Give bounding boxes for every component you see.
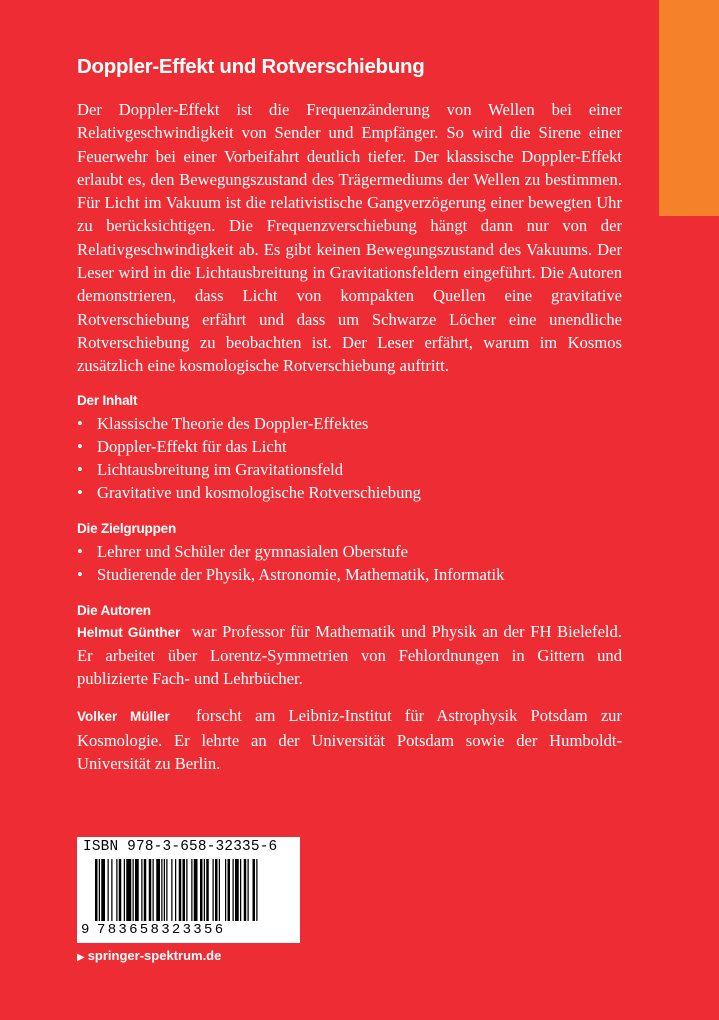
book-description: Der Doppler-Effekt ist die Frequenzänderung von Wellen bei einer Relativgeschwindigkeit von Sender und Empfänger. So wird die Sirene einer Feuerwehr bei einer Vorbeifahrt deutlich tiefer. Der klassische Doppler-Effekt erlaubt es, den Bewegungszustand des Trägermediums der Wellen zu bestimmen. Für Licht im Vakuum ist die relativistische Gangverzögerung einer bewegten Uhr zu berücksichtigen. Die Frequenzverschiebung hängt dann nur von der Relativgeschwindigkeit ab. Es gibt keinen Bewegungszustand des Vakuums. Der Leser wird in die Lichtausbreitung in Gravitationsfeldern eingeführt. Die Autoren demonstrieren, dass Licht von kompakten Quellen eine gravitative Rotverschiebung erfährt und dass um Schwarze Löcher eine unendliche Rotverschiebung zu beobachten ist. Der Leser erfährt, warum im Kosmos zusätzlich eine kosmologische Rotverschiebung auftritt.: [77, 100, 622, 376]
barcode-bar: [248, 859, 249, 921]
barcode-bars: [81, 859, 296, 923]
triangle-right-icon: ▶: [77, 952, 85, 963]
barcode-bar: [164, 859, 165, 921]
barcode-bar: [116, 859, 117, 921]
barcode-bar: [149, 859, 152, 921]
list-item: • Studierende der Physik, Astronomie, Mathematik, Informatik: [77, 564, 505, 584]
author-bio: forscht am Leibniz-Institut für Astrophysik Potsdam zur Kosmologie. Er lehrte an der Universität Potsdam sowie der Humboldt-Universität zu Berlin.: [77, 706, 623, 774]
barcode-bar: [219, 859, 220, 921]
barcode-bar: [215, 859, 218, 921]
barcode-bar: [233, 859, 234, 921]
ean-first-digit: 9: [81, 922, 90, 938]
barcode-bar: [135, 859, 139, 921]
barcode-bar: [213, 859, 214, 921]
barcode-bar: [204, 859, 205, 921]
barcode-bar: [206, 859, 209, 921]
section-heading-autoren: Die Autoren: [77, 602, 151, 618]
bullet-icon: •: [77, 459, 83, 479]
ean-digits: 783658323356: [97, 922, 226, 938]
book-title: Doppler-Effekt und Rotverschiebung: [77, 55, 425, 78]
barcode-bar: [200, 859, 203, 921]
author-entry: [77, 620, 622, 691]
back-cover-content: [77, 55, 622, 775]
barcode-bar: [166, 859, 167, 921]
bullet-icon: •: [77, 541, 83, 561]
barcode-bar: [179, 859, 182, 921]
website-link[interactable]: ▶ springer-spektrum.de: [77, 948, 222, 963]
bullet-icon: •: [77, 564, 83, 584]
isbn-number: ISBN 978-3-658-32335-6: [83, 839, 278, 855]
barcode-bar: [124, 859, 125, 921]
bullet-icon: •: [77, 482, 83, 502]
section-heading-zielgruppen: Die Zielgruppen: [77, 520, 177, 536]
author-entry: [77, 704, 622, 775]
barcode-bar: [194, 859, 198, 921]
barcode-bar: [108, 859, 109, 921]
barcode-bar: [126, 859, 131, 921]
bullet-icon: •: [77, 413, 83, 433]
barcode-bar: [153, 859, 154, 921]
barcode-bar: [235, 859, 239, 921]
zielgruppen-list: [77, 540, 622, 586]
barcode-bar: [171, 859, 172, 921]
author-name: Volker Müller: [77, 709, 170, 725]
barcode-bar: [183, 859, 186, 921]
barcode-bar: [240, 859, 241, 921]
author-name: Helmut Günther: [77, 624, 181, 640]
barcode-bar: [141, 859, 142, 921]
barcode-bar: [119, 859, 122, 921]
barcode-bar: [99, 859, 100, 921]
inhalt-list: [77, 412, 622, 504]
section-autoren: [77, 602, 622, 776]
list-item: • Doppler-Effekt für das Licht: [77, 436, 287, 456]
barcode-bar: [111, 859, 112, 921]
author-bio: war Professor für Mathematik und Physik an der FH Bielefeld. Er arbeitet über Lorentz-Symmetrien von Fehlordnungen in Gittern und publizierte Fach- und Lehrbücher.: [77, 621, 622, 689]
barcode-bar: [186, 859, 187, 921]
section-inhalt: [77, 392, 622, 504]
list-item: • Lichtausbreitung im Gravitationsfeld: [77, 459, 344, 479]
isbn-barcode: [77, 837, 300, 943]
barcode-bar: [175, 859, 176, 921]
barcode-bar: [225, 859, 226, 921]
barcode-bar: [95, 859, 98, 921]
barcode-bar: [253, 859, 256, 921]
bullet-icon: •: [77, 436, 83, 456]
list-item: • Klassische Theorie des Doppler-Effektes: [77, 413, 369, 433]
barcode-bar: [191, 859, 192, 921]
barcode-bar: [144, 859, 147, 921]
section-zielgruppen: [77, 520, 622, 586]
barcode-bar: [256, 859, 257, 921]
barcode-bar: [228, 859, 231, 921]
barcode-bar: [161, 859, 162, 921]
barcode-bar: [101, 859, 105, 921]
barcode-bar: [244, 859, 247, 921]
list-item: • Lehrer und Schüler der gymnasialen Oberstufe: [77, 541, 409, 561]
list-item: • Gravitative und kosmologische Rotverschiebung: [77, 482, 421, 502]
orange-accent-tab: [659, 0, 719, 216]
section-heading-inhalt: Der Inhalt: [77, 392, 138, 408]
barcode-bar: [156, 859, 160, 921]
barcode-bar: [133, 859, 134, 921]
